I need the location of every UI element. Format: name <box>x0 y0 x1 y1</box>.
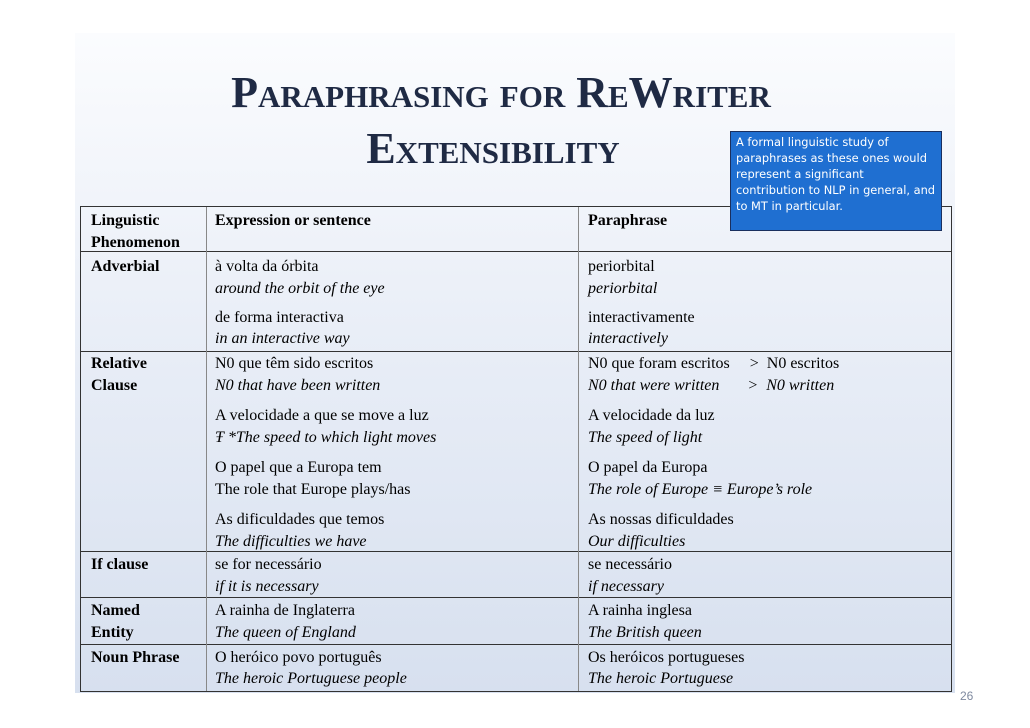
callout-note: A formal linguistic study of paraphrases as these ones would represent a significant contribution to NLP in general, and to MT in particular. <box>730 131 942 231</box>
paraphrase-translation: Our difficulties <box>588 533 686 550</box>
phenomenon-label: Adverbial <box>91 258 160 275</box>
expression-text: N0 que têm sido escritos <box>215 355 374 372</box>
slide-title-line1: Paraphrasing for ReWriter <box>231 68 771 117</box>
expression-translation: The role that Europe plays/has <box>215 481 411 498</box>
paraphrase-text: N0 que foram escritos > N0 escritos <box>588 355 840 372</box>
expression-translation: The heroic Portuguese people <box>215 670 407 687</box>
paraphrase-text: O papel da Europa <box>588 459 708 476</box>
header-phenomenon-2: Phenomenon <box>91 234 180 251</box>
phenomenon-label: If clause <box>91 556 149 573</box>
paraphrase-text: interactivamente <box>588 309 695 326</box>
row-divider <box>81 251 951 252</box>
expression-translation: if it is necessary <box>215 578 319 595</box>
expression-translation: around the orbit of the eye <box>215 280 385 297</box>
paraphrase-text: se necessário <box>588 556 672 573</box>
paraphrase-translation: periorbital <box>588 280 658 297</box>
row-divider <box>81 351 951 352</box>
expression-translation: The difficulties we have <box>215 533 367 550</box>
expression-text: O heróico povo português <box>215 649 382 666</box>
paraphrase-text: Os heróicos portugueses <box>588 649 745 666</box>
paraphrase-translation: The role of Europe ≡ Europe’s role <box>588 481 813 498</box>
expression-text: A velocidade a que se move a luz <box>215 407 429 424</box>
expression-translation: The queen of England <box>215 624 356 641</box>
paraphrase-text: A velocidade da luz <box>588 407 715 424</box>
paraphrase-table <box>80 206 952 692</box>
page-number: 26 <box>960 689 974 703</box>
paraphrase-text: periorbital <box>588 258 655 275</box>
paraphrase-translation: The British queen <box>588 624 702 641</box>
header-phenomenon: Linguistic <box>91 212 160 229</box>
paraphrase-translation: if necessary <box>588 578 664 595</box>
expression-translation: N0 that have been written <box>215 377 381 394</box>
paraphrase-translation: interactively <box>588 330 668 347</box>
expression-text: O papel que a Europa tem <box>215 459 382 476</box>
paraphrase-text: As nossas dificuldades <box>588 511 734 528</box>
slide-title-line2: Extensibility <box>366 124 620 173</box>
expression-text: de forma interactiva <box>215 309 344 326</box>
row-divider <box>81 551 951 552</box>
header-paraphrase: Paraphrase <box>588 212 668 229</box>
phenomenon-label: Noun Phrase <box>91 649 180 666</box>
paraphrase-translation: The heroic Portuguese <box>588 670 734 687</box>
column-divider <box>578 207 579 691</box>
paraphrase-translation: The speed of light <box>588 429 703 446</box>
header-expression: Expression or sentence <box>215 212 371 229</box>
expression-text: se for necessário <box>215 556 322 573</box>
expression-text: A rainha de Inglaterra <box>215 602 355 619</box>
phenomenon-label: Relative <box>91 355 147 372</box>
paraphrase-translation: N0 that were written > N0 written <box>588 377 835 394</box>
expression-text: As dificuldades que temos <box>215 511 385 528</box>
paraphrase-text: A rainha inglesa <box>588 602 692 619</box>
expression-translation: Ŧ *The speed to which light moves <box>215 429 437 446</box>
row-divider <box>81 597 951 598</box>
phenomenon-label-2: Entity <box>91 624 134 641</box>
phenomenon-label: Named <box>91 602 140 619</box>
phenomenon-label-2: Clause <box>91 377 138 394</box>
row-divider <box>81 644 951 645</box>
column-divider <box>206 207 207 691</box>
expression-translation: in an interactive way <box>215 330 350 347</box>
expression-text: à volta da órbita <box>215 258 319 275</box>
